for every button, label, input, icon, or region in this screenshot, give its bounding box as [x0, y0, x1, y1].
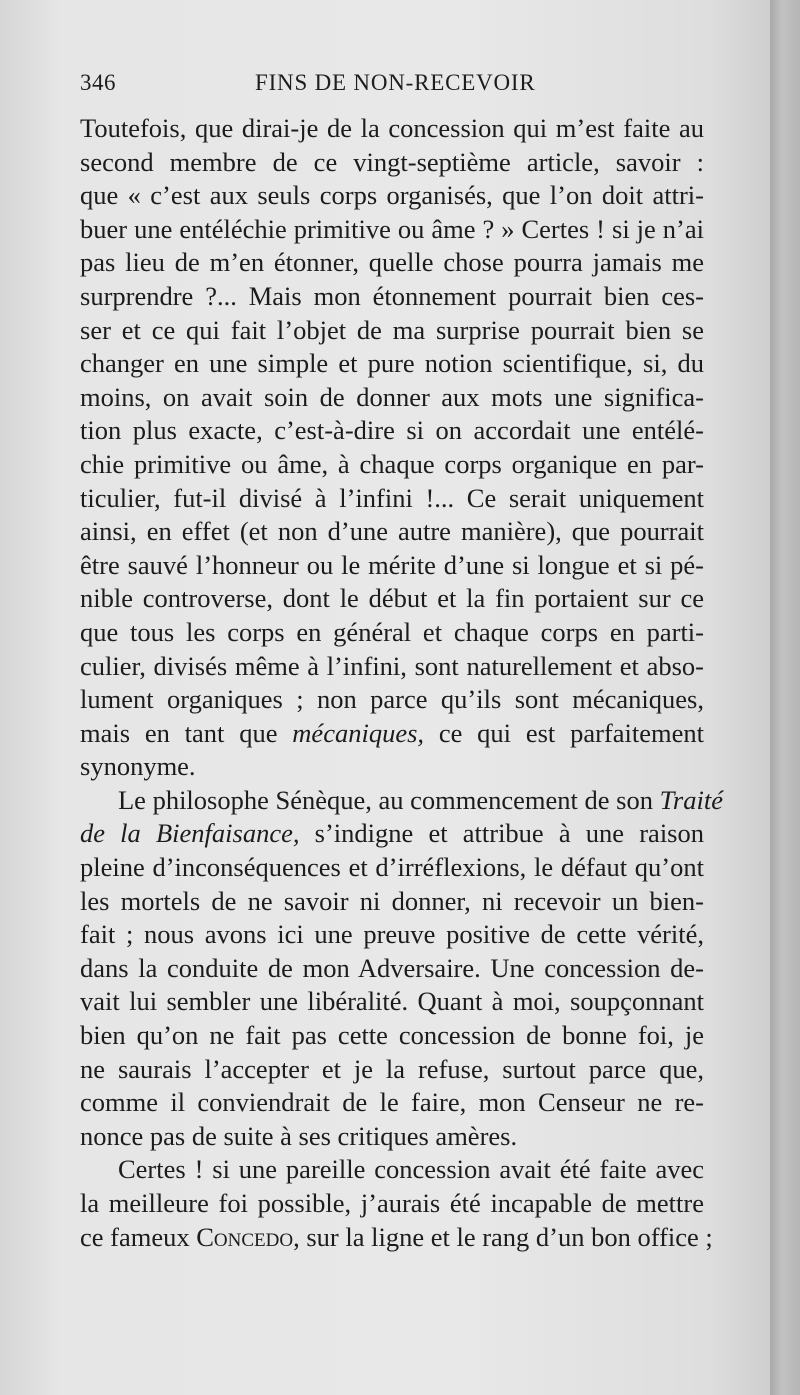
- body-text: [80, 112, 723, 1254]
- text-line: ser et ce qui fait l’objet de ma surprise pourrait bien se: [80, 314, 704, 345]
- paragraph: [80, 112, 704, 784]
- text-line: changer en une simple et pure notion scientifique, si, du: [80, 348, 704, 379]
- text-line: que tous les corps en général et chaque corps en parti-: [80, 616, 704, 647]
- text-line: comme il conviendrait de le faire, mon Censeur ne re-: [80, 1087, 704, 1118]
- paragraph: [80, 1153, 713, 1254]
- paragraph: [80, 784, 723, 1154]
- text-line: pleine d’inconséquences et d’irréflexions, le défaut qu’ont: [80, 852, 704, 883]
- page-header: [80, 70, 700, 106]
- page-number: 346: [80, 70, 116, 95]
- text-line: ticulier, fut-il divisé à l’infini !... Ce serait uniquement: [80, 482, 704, 513]
- text-line: être sauvé l’honneur ou le mérite d’une si longue et si pé-: [80, 549, 704, 580]
- text-line: ainsi, en effet (et non d’une autre manière), que pourrait: [80, 516, 704, 547]
- text-line: culier, divisés même à l’infini, sont naturellement et abso-: [80, 650, 704, 681]
- text-line: second membre de ce vingt-septième article, savoir :: [80, 146, 704, 177]
- text-line: buer une entéléchie primitive ou âme ? » Certes ! si je n’ai: [80, 213, 704, 244]
- text-line: moins, on avait soin de donner aux mots une significa-: [80, 381, 704, 412]
- text-line: pas lieu de m’en étonner, quelle chose pourra jamais me: [80, 247, 704, 278]
- text-line: mais en tant que mécaniques, ce qui est parfaitement: [80, 717, 704, 748]
- text-line: synonyme.: [80, 751, 196, 782]
- text-line: vait lui sembler une libéralité. Quant à moi, soupçonnant: [80, 986, 704, 1017]
- text-line: dans la conduite de mon Adversaire. Une concession de-: [80, 952, 704, 983]
- text-line: surprendre ?... Mais mon étonnement pourrait bien ces-: [80, 280, 704, 311]
- text-line: tion plus exacte, c’est-à-dire si on accordait une entélé-: [80, 415, 704, 446]
- text-line: les mortels de ne savoir ni donner, ni recevoir un bien-: [80, 885, 704, 916]
- text-line: ne saurais l’accepter et je la refuse, surtout parce que,: [80, 1053, 704, 1084]
- text-line: que « c’est aux seuls corps organisés, que l’on doit attri-: [80, 180, 704, 211]
- text-line: de la Bienfaisance, s’indigne et attribue à une raison: [80, 818, 704, 849]
- text-line: nible controverse, dont le début et la fin portaient sur ce: [80, 583, 704, 614]
- text-line: la meilleure foi possible, j’aurais été incapable de mettre: [80, 1188, 704, 1218]
- text-line: Toutefois, que dirai-je de la concession qui m’est faite au: [80, 113, 704, 143]
- text-line: Le philosophe Sénèque, au commencement de son Traité: [118, 784, 723, 815]
- text-line: Certes ! si une pareille concession avait été faite avec: [118, 1154, 704, 1185]
- text-line: bien qu’on ne fait pas cette concession de bonne foi, je: [80, 1020, 704, 1051]
- text-line: lument organiques ; non parce qu’ils sont mécaniques,: [80, 684, 704, 715]
- running-head: FINS DE NON-RECEVOIR: [255, 70, 536, 95]
- text-line: nonce pas de suite à ses critiques amères.: [80, 1120, 518, 1151]
- text-line: fait ; nous avons ici une preuve positive de cette vérité,: [80, 919, 704, 950]
- page-edge: [770, 0, 800, 1395]
- text-line: ce fameux Concedo, sur la ligne et le rang d’un bon office ;: [80, 1221, 713, 1252]
- text-line: chie primitive ou âme, à chaque corps organique en par-: [80, 448, 704, 479]
